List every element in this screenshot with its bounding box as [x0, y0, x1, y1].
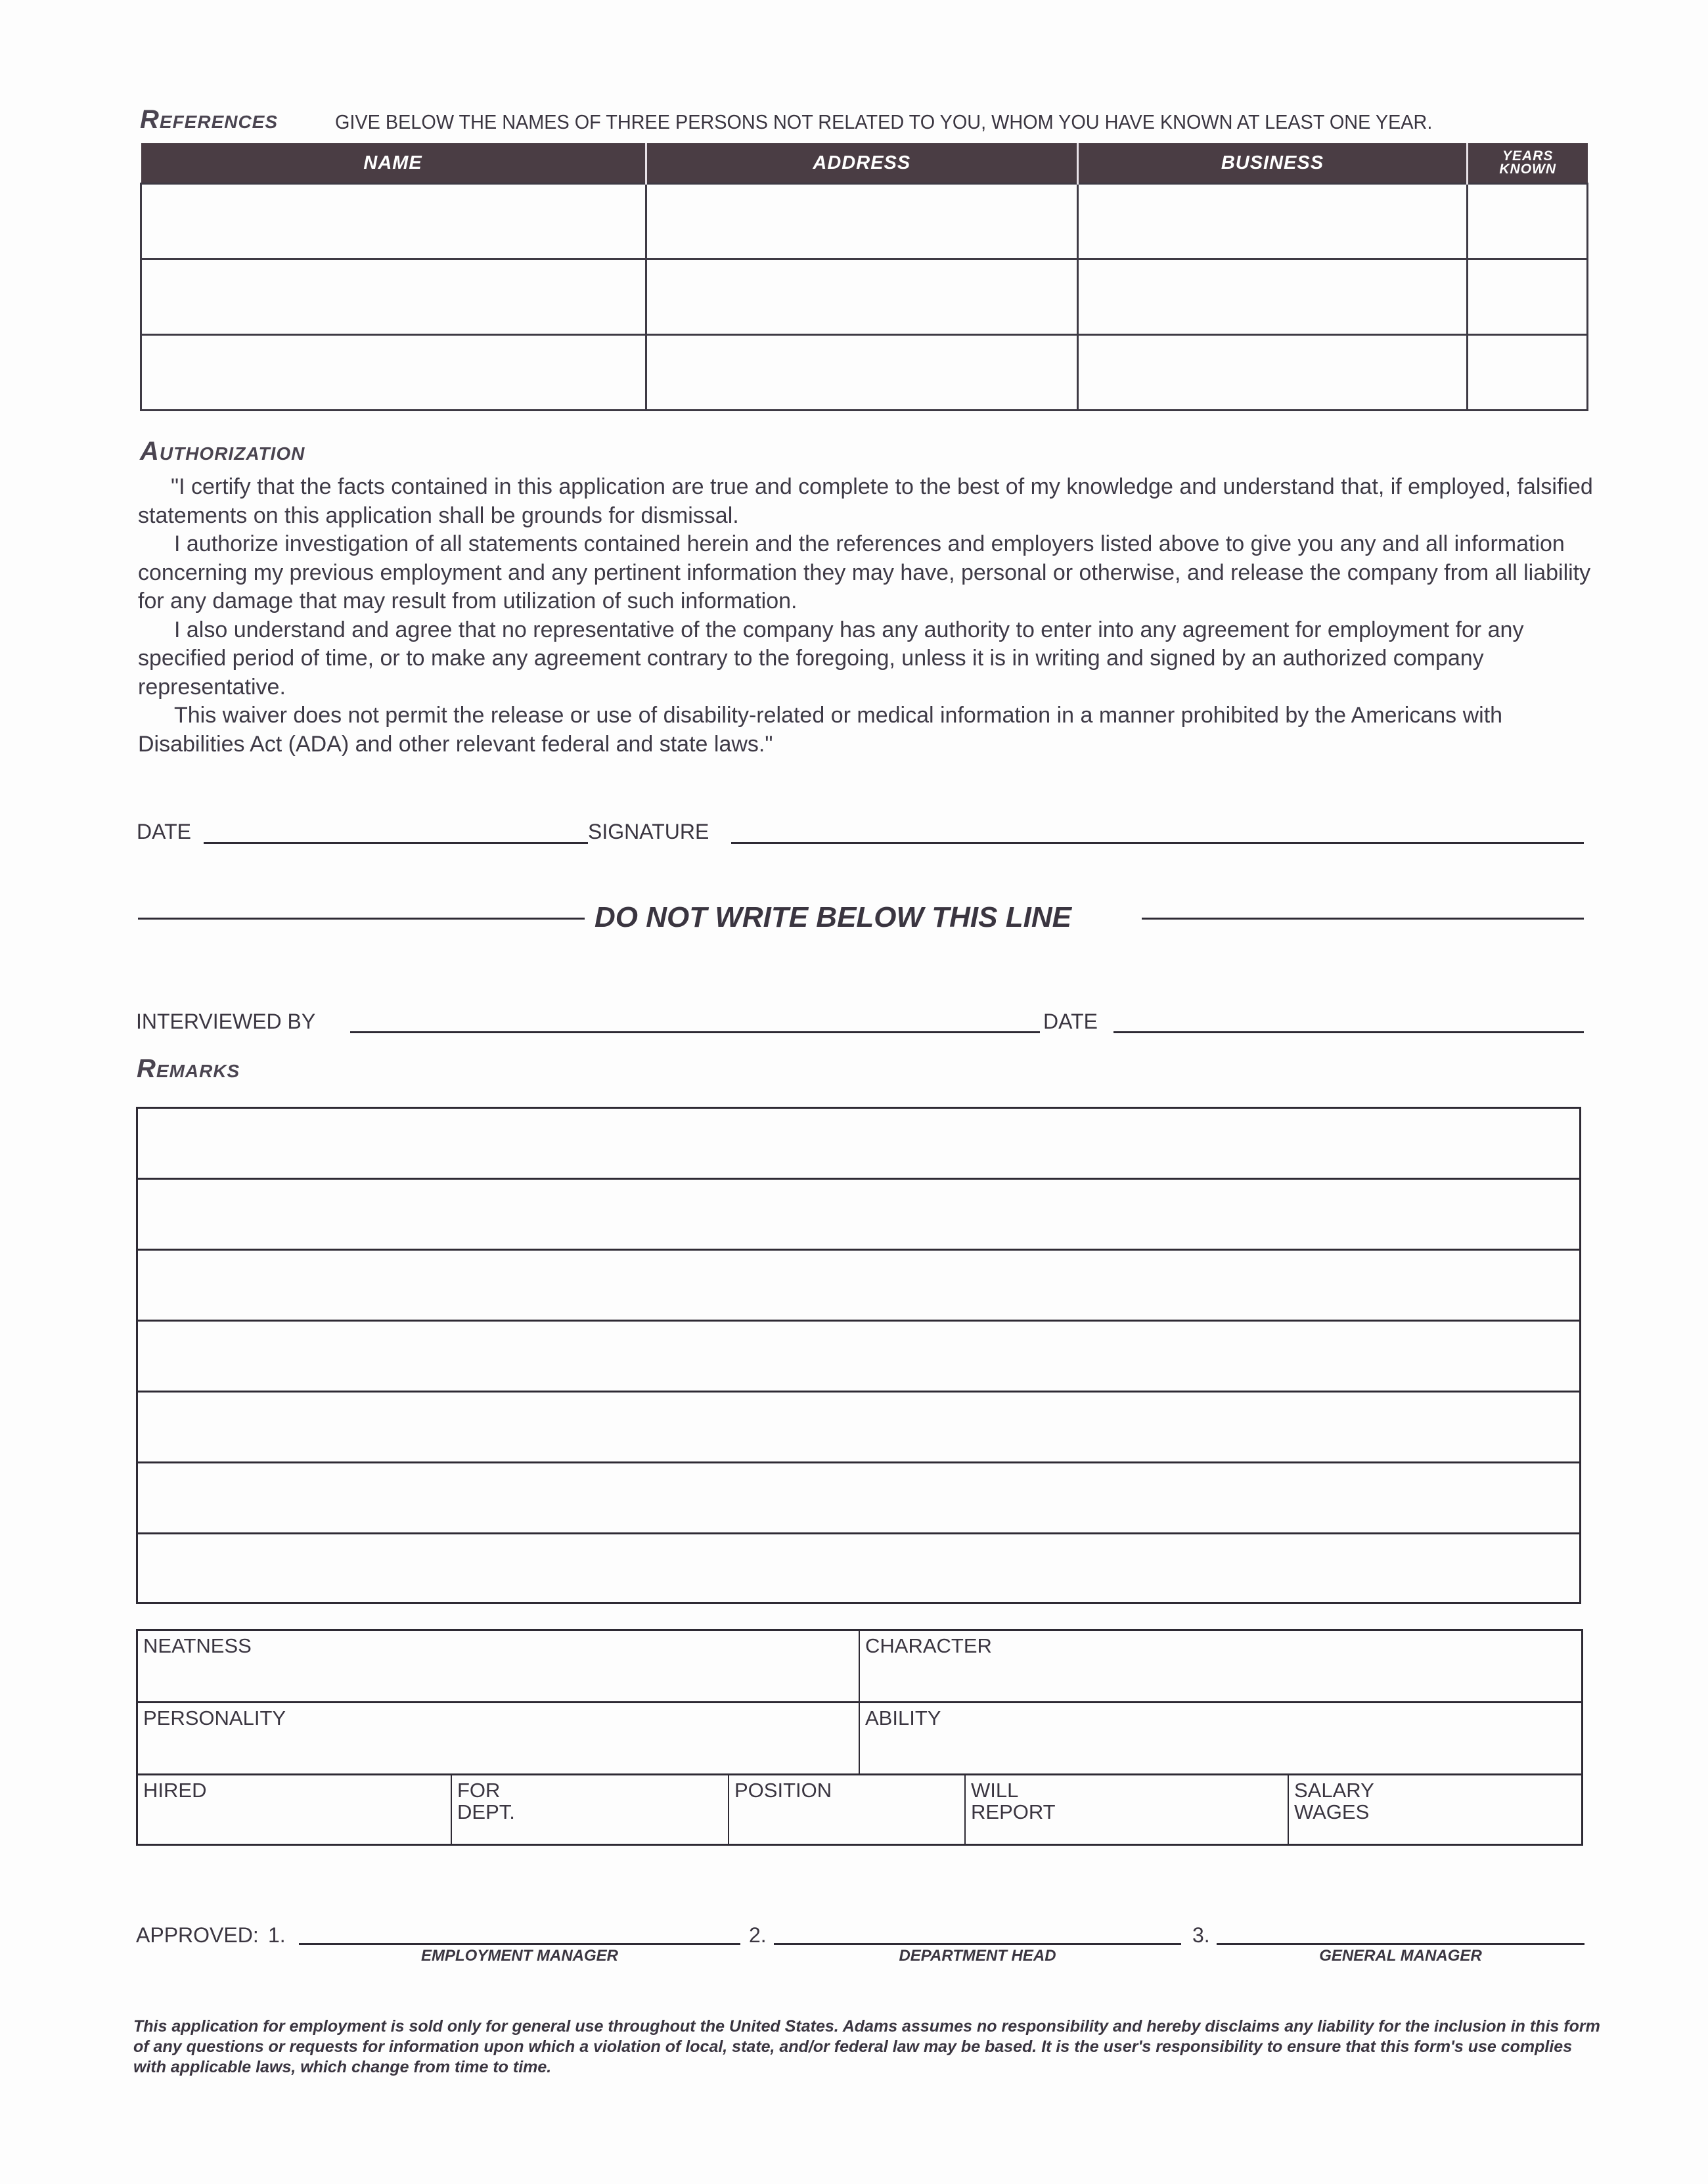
remarks-line[interactable] — [138, 1534, 1579, 1605]
evaluation-row — [138, 1631, 1581, 1703]
do-not-write-below-notice: DO NOT WRITE BELOW THIS LINE — [595, 901, 1071, 933]
authorization-paragraph: This waiver does not permit the release or use of disability-related or medical information in a manner prohibited by the Americans with Disabilities Act (ADA) and other relevant federal and state laws." — [138, 703, 1503, 757]
remarks-line[interactable] — [138, 1109, 1579, 1180]
signature-field[interactable] — [731, 842, 1584, 844]
column-header-years-known — [1467, 143, 1587, 184]
hired-cell[interactable] — [138, 1775, 451, 1844]
legal-disclaimer: This application for employment is sold only for general use throughout the United States. Adams assumes no responsibility and hereby disclaims any liability for the inclusion in this form of any questions or requests for information upon which a violation of local, state, and/or federal law may be based. It is the user's responsibility to ensure that this form's use complies with applicable laws, which change from time to time. — [133, 2017, 1600, 2076]
approval-1-number: 1. — [268, 1923, 286, 1947]
authorization-paragraph: I also understand and agree that no representative of the company has any authority to enter into any agreement for employment for any specified period of time, or to make any agreement contrary to the foregoing, unless it is in writing and signed by an authorized company representative. — [138, 617, 1524, 700]
ability-label: ABILITY — [865, 1706, 941, 1729]
character-label: CHARACTER — [865, 1634, 992, 1657]
reference-row — [141, 259, 1588, 335]
interview-date-field[interactable] — [1113, 1031, 1584, 1033]
references-heading: References — [140, 105, 279, 134]
hired-label: HIRED — [143, 1779, 207, 1802]
general-manager-signature-field[interactable] — [1217, 1943, 1584, 1945]
reference-row — [141, 335, 1588, 411]
will-report-label: WILL REPORT — [971, 1779, 1056, 1823]
salary-wages-cell[interactable] — [1288, 1775, 1581, 1844]
authorization-paragraph: I authorize investigation of all statements contained herein and the references and employers listed above to give you any and all information concerning my previous employment and any pertinent information they may have, personal or otherwise, and release the company from all liability for any damage that may result from utilization of such information. — [138, 531, 1591, 613]
department-head-signature-field[interactable] — [774, 1943, 1181, 1945]
authorization-text — [138, 473, 1603, 759]
approval-2-number: 2. — [749, 1923, 767, 1947]
reference-row — [141, 184, 1588, 259]
remarks-line[interactable] — [138, 1251, 1579, 1322]
references-table — [140, 143, 1588, 411]
personality-label: PERSONALITY — [143, 1706, 286, 1729]
reference-years-known-cell[interactable] — [1467, 259, 1587, 335]
interviewed-by-field[interactable] — [350, 1031, 1040, 1033]
reference-name-cell[interactable] — [141, 259, 646, 335]
references-header-row — [141, 143, 1588, 184]
date-field[interactable] — [204, 842, 588, 844]
position-label: POSITION — [734, 1779, 832, 1802]
department-head-label: DEPARTMENT HEAD — [899, 1947, 1056, 1965]
character-cell[interactable] — [859, 1631, 1581, 1701]
approval-3-number: 3. — [1192, 1923, 1210, 1947]
for-dept-label: FOR DEPT. — [457, 1779, 515, 1823]
interviewed-by-label: INTERVIEWED BY — [136, 1010, 316, 1033]
neatness-label: NEATNESS — [143, 1634, 252, 1657]
position-cell[interactable] — [728, 1775, 964, 1844]
references-instruction: GIVE BELOW THE NAMES OF THREE PERSONS NOT RELATED TO YOU, WHOM YOU HAVE KNOWN AT LEAST ONE YEAR. — [335, 110, 1433, 133]
evaluation-row — [138, 1703, 1581, 1775]
reference-name-cell[interactable] — [141, 184, 646, 259]
will-report-cell[interactable] — [964, 1775, 1288, 1844]
divider-line-left — [138, 918, 585, 920]
evaluation-table — [136, 1629, 1583, 1846]
personality-cell[interactable] — [138, 1703, 859, 1773]
employment-manager-signature-field[interactable] — [299, 1943, 740, 1945]
remarks-line[interactable] — [138, 1322, 1579, 1393]
column-header-name: NAME — [141, 143, 646, 184]
reference-address-cell[interactable] — [646, 184, 1077, 259]
reference-business-cell[interactable] — [1078, 259, 1468, 335]
approved-label: APPROVED: — [136, 1923, 259, 1947]
neatness-cell[interactable] — [138, 1631, 859, 1701]
reference-name-cell[interactable] — [141, 335, 646, 411]
date-label: DATE — [137, 820, 191, 843]
evaluation-row — [138, 1775, 1581, 1844]
column-header-business: BUSINESS — [1078, 143, 1468, 184]
reference-address-cell[interactable] — [646, 335, 1077, 411]
remarks-line[interactable] — [138, 1180, 1579, 1251]
years-known-label: YEARS KNOWN — [1499, 148, 1557, 177]
salary-wages-label: SALARY WAGES — [1294, 1779, 1374, 1823]
reference-business-cell[interactable] — [1078, 335, 1468, 411]
reference-business-cell[interactable] — [1078, 184, 1468, 259]
divider-line-right — [1142, 918, 1584, 920]
reference-years-known-cell[interactable] — [1467, 335, 1587, 411]
reference-years-known-cell[interactable] — [1467, 184, 1587, 259]
remarks-line[interactable] — [138, 1463, 1579, 1534]
remarks-box — [136, 1107, 1581, 1604]
remarks-heading: Remarks — [137, 1054, 240, 1083]
ability-cell[interactable] — [859, 1703, 1581, 1773]
general-manager-label: GENERAL MANAGER — [1319, 1947, 1482, 1965]
interview-date-label: DATE — [1043, 1010, 1098, 1033]
employment-manager-label: EMPLOYMENT MANAGER — [421, 1947, 618, 1965]
column-header-address: ADDRESS — [646, 143, 1077, 184]
reference-address-cell[interactable] — [646, 259, 1077, 335]
authorization-paragraph: "I certify that the facts contained in this application are true and complete to the best of my knowledge and understand that, if employed, falsified statements on this application shall be grounds for dismissal. — [138, 474, 1593, 528]
signature-label: SIGNATURE — [588, 820, 709, 843]
remarks-line[interactable] — [138, 1393, 1579, 1463]
for-dept-cell[interactable] — [451, 1775, 728, 1844]
authorization-heading: Authorization — [140, 437, 305, 466]
